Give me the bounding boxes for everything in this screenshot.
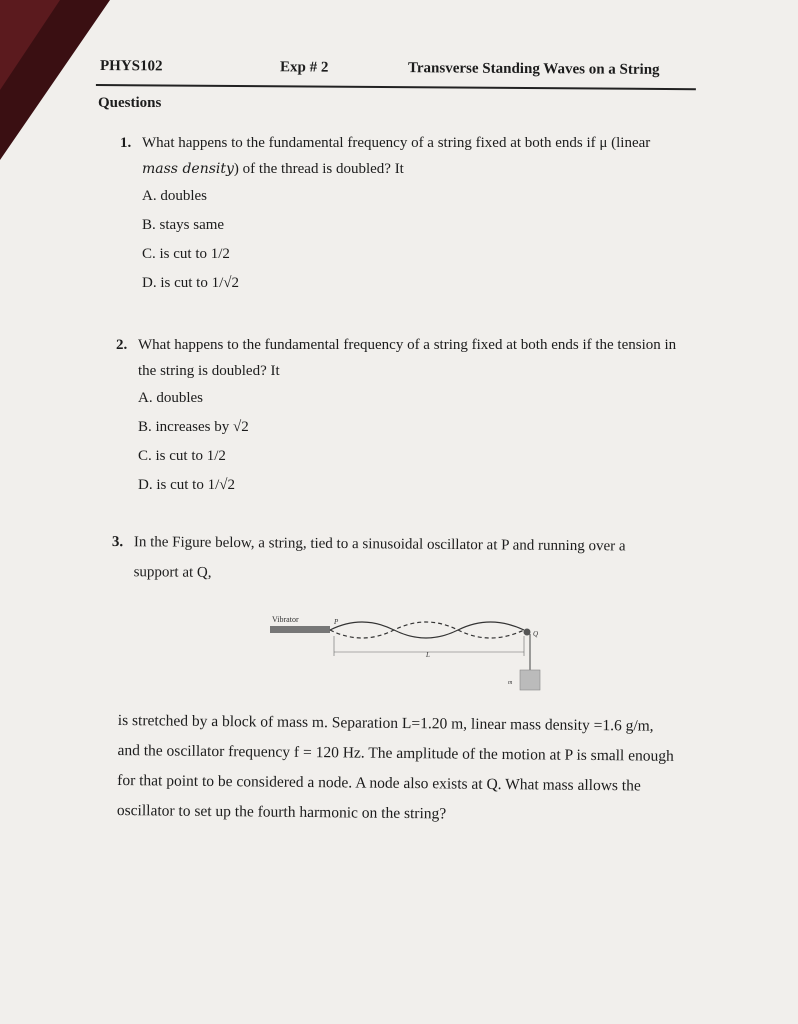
page-corner-shadow: [0, 0, 110, 160]
string-wave-upper: [330, 622, 524, 638]
experiment-number: Exp # 2: [279, 59, 329, 76]
question-number: 2.: [116, 337, 128, 353]
course-code: PHYS102: [99, 58, 163, 75]
option-d: D. is cut to 1/√2: [138, 477, 235, 493]
l-label: L: [426, 651, 430, 659]
question-number: 3.: [111, 533, 124, 551]
string-wave-lower: [330, 622, 524, 638]
question-text-italic: mass density: [142, 161, 234, 177]
question-3-continuation: [117, 706, 758, 833]
option-b: B. stays same: [142, 217, 225, 233]
question-text-line2: support at Q,: [133, 564, 212, 581]
standing-wave-figure: [268, 610, 558, 692]
question-text-line1: What happens to the fundamental frequency of a string fixed at both ends if μ (linear: [142, 135, 651, 151]
page-header: [96, 56, 696, 90]
pulley-q: [524, 629, 531, 636]
hanging-mass-block: [520, 670, 540, 690]
m-label: m: [508, 680, 513, 686]
option-c: C. is cut to 1/2: [138, 448, 226, 464]
paragraph-line-4: oscillator to set up the fourth harmonic on the string?: [116, 801, 447, 823]
question-3: [111, 527, 625, 591]
question-text-line2: ) of the thread is doubled? It: [233, 161, 404, 177]
paragraph-line-1: is stretched by a block of mass m. Separation L=1.20 m, linear mass density =1.6 g/m,: [117, 711, 654, 735]
question-1: [120, 130, 650, 298]
question-2: [116, 332, 676, 500]
question-text-line1: What happens to the fundamental frequency of a string fixed at both ends if the tension in: [138, 337, 677, 353]
q-label: Q: [533, 630, 539, 638]
option-d: D. is cut to 1/√2: [142, 275, 239, 291]
question-number: 1.: [120, 135, 132, 151]
paragraph-line-2: and the oscillator frequency f = 120 Hz. The amplitude of the motion at P is small enough: [117, 741, 674, 765]
option-b: B. increases by √2: [138, 419, 249, 435]
option-a: A. doubles: [142, 188, 207, 204]
option-c: C. is cut to 1/2: [142, 246, 230, 262]
vibrator-label: Vibrator: [272, 615, 299, 624]
experiment-title: Transverse Standing Waves on a String: [407, 60, 660, 78]
questions-heading: Questions: [98, 95, 162, 111]
question-text-line1: In the Figure below, a string, tied to a sinusoidal oscillator at P and running over a: [133, 534, 626, 555]
option-a: A. doubles: [138, 390, 203, 406]
p-label: P: [334, 618, 339, 626]
vibrator-block: [270, 626, 330, 633]
paragraph-line-3: for that point to be considered a node. A node also exists at Q. What mass allows the: [117, 771, 641, 795]
question-text-line2: the string is doubled? It: [138, 363, 280, 379]
